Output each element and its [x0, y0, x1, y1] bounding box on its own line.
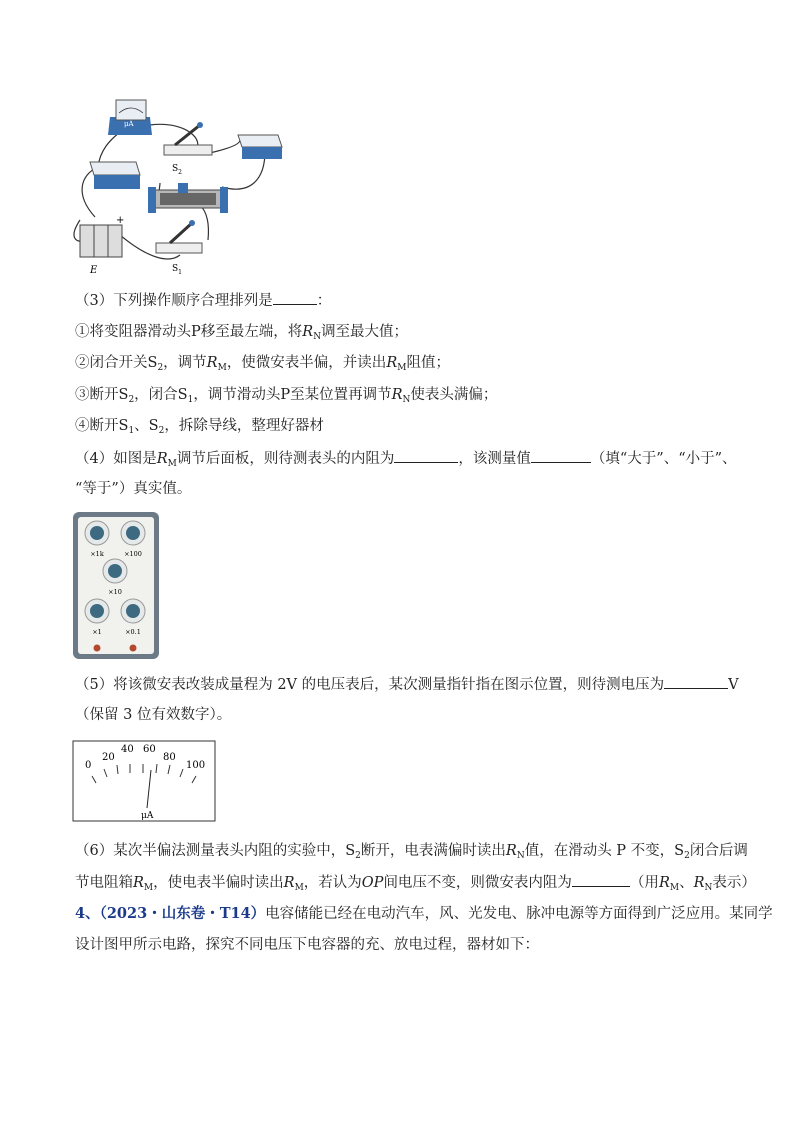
answer-blank [664, 674, 728, 689]
svg-text:×1: ×1 [92, 628, 102, 636]
svg-text:100: 100 [186, 760, 206, 771]
switch-s1-icon [156, 220, 202, 253]
microammeter-icon [108, 100, 152, 135]
svg-text:40: 40 [121, 744, 134, 755]
svg-text:80: 80 [163, 752, 176, 763]
resistance-box-left-icon [90, 162, 140, 189]
q3-stem: （3）下列操作顺序合理排列是 ： [75, 290, 331, 311]
svg-text:×1k: ×1k [90, 550, 104, 558]
q6-line2: 节电阻箱$R_M$，使电表半偏时读出$R_M$，若认为OP间电压不变，则微安表内阻为 （用$R_M$、$R_N$表示） [75, 872, 756, 898]
question-number: 4、（2023・山东卷・T14） [75, 905, 266, 922]
q4-line2: “等于”）真实值。 [75, 481, 192, 497]
terminal-icon [94, 645, 101, 652]
resistance-box-panel [72, 511, 160, 660]
q6-line1: （6）某次半偏法测量表头内阻的实验中，$S_2$断开，电表满偏时读出$R_N$值，在滑动头 P 不变，$S_2$闭合后调 [75, 843, 748, 861]
svg-text:0: 0 [85, 760, 92, 771]
microammeter-dial [72, 740, 216, 822]
svg-text:×100: ×100 [124, 550, 142, 558]
answer-blank [394, 448, 458, 463]
svg-text:E: E [90, 265, 98, 276]
q5-line1: （5）将该微安表改装成量程为 2V 的电压表后，某次测量指针指在图示位置，则待测电压为 V [75, 674, 739, 695]
svg-text:μA: μA [141, 811, 154, 821]
svg-text:S2: $S_2$ [172, 164, 182, 176]
dial-x100 [121, 521, 145, 558]
svg-text:60: 60 [143, 744, 156, 755]
battery-icon [80, 225, 122, 257]
answer-blank [572, 872, 630, 887]
svg-text:×0.1: ×0.1 [125, 628, 141, 636]
q4-line1: （4）如图是$R_M$调节后面板，则待测表头的内阻为 ，该测量值 （填“大于”、“小于”、 [75, 448, 737, 474]
svg-text:×10: ×10 [108, 588, 122, 596]
svg-text:20: 20 [102, 752, 115, 763]
q3-op4: ④断开$S_1$、$S_2$，拆除导线，整理好器材 [75, 418, 324, 436]
resistance-box-icon [238, 135, 282, 159]
answer-blank [531, 448, 591, 463]
next-question-line2: 设计图甲所示电路，探究不同电压下电容器的充、放电过程，器材如下： [75, 937, 539, 953]
next-question-line1: 4、（2023・山东卷・T14）电容储能已经在电动汽车，风、光发电、脉冲电源等方面得到广泛应用。某同学 [75, 905, 773, 922]
meter-label: μA [124, 120, 134, 128]
q3-op3: ③断开$S_2$，闭合$S_1$，调节滑动头P至某位置再调节$R_N$使表头满偏； [75, 387, 498, 405]
q3-op1: ①将变阻器滑动头P移至最左端，将$R_N$调至最大值； [75, 324, 409, 342]
svg-text:S1: $S_1$ [172, 264, 182, 276]
terminal-icon [130, 645, 137, 652]
answer-blank [273, 290, 317, 305]
q3-op2: ②闭合开关$S_2$，调节$R_M$，使微安表半偏，并读出$R_M$阻值； [75, 355, 450, 373]
svg-text:+: + [116, 215, 125, 226]
circuit-diagram [60, 95, 300, 280]
q5-line2: （保留 3 位有效数字）。 [75, 707, 232, 723]
switch-s2-icon [164, 122, 212, 155]
